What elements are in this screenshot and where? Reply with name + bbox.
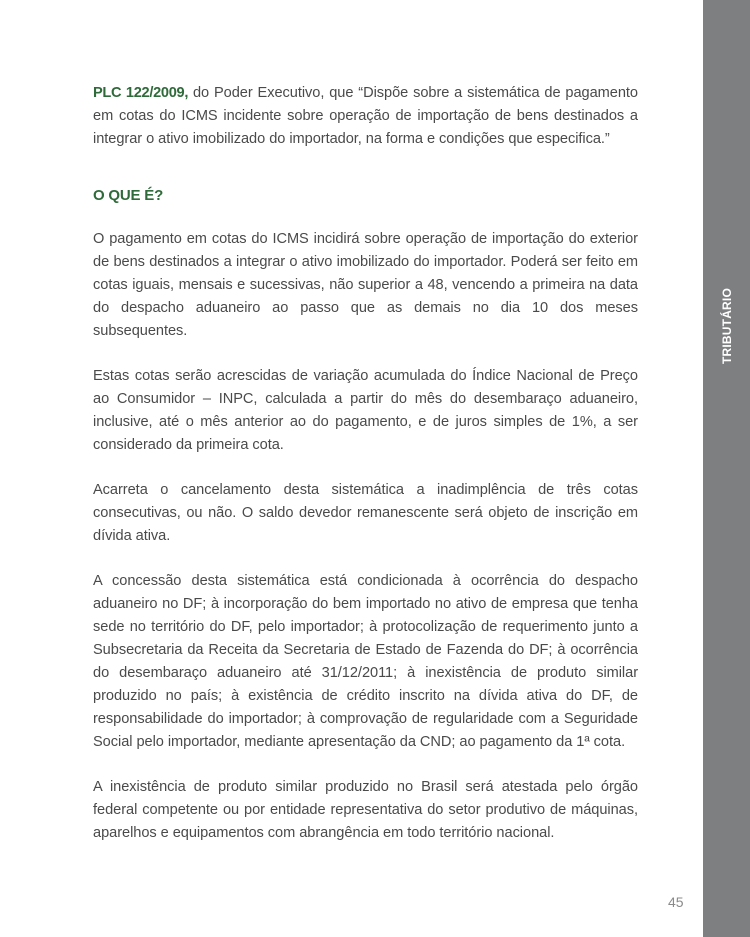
body-paragraph-2: Estas cotas serão acrescidas de variação acumulada do Índice Nacional de Preço ao Consumidor – INPC, calculada a partir do mês do desembaraço aduaneiro, inclusive, até o mês anterior ao do pagamento, e de juros simples de 1%, a ser considerado da primeira cota.: [93, 368, 638, 453]
intro-paragraph: [93, 82, 638, 151]
bill-reference: PLC 122/2009,: [93, 85, 189, 101]
body-paragraph-4: A concessão desta sistemática está condicionada à ocorrência do despacho aduaneiro no DF; à incorporação do bem importado no ativo de empresa que tenha sede no território do DF, pelo importador; à protocolização de requerimento junto a Subsecretaria da Receita da Secretaria de Estado de Fazenda do DF; à ocorrência do desembaraço aduaneiro até 31/12/2011; à inexistência de produto similar produzido no país; à existência de crédito inscrito na dívida ativa do DF, de responsabilidade do importador; à comprovação de regularidade com a Seguridade Social pelo importador, mediante apresentação da CND; ao pagamento da 1ª cota.: [93, 573, 638, 750]
page-content: [93, 82, 638, 867]
sidebar-label: TRIBUTÁRIO: [719, 288, 734, 364]
body-paragraph-5: A inexistência de produto similar produzido no Brasil será atestada pelo órgão federal competente ou por entidade representativa do setor produtivo de máquinas, aparelhos e equipamentos com abrangência em todo território nacional.: [93, 779, 638, 841]
intro-text: do Poder Executivo, que “Dispõe sobre a sistemática de pagamento em cotas do ICMS incidente sobre operação de importação de bens destinados a integrar o ativo imobilizado do importador, na forma e condições que especifica.”: [93, 85, 638, 147]
section-sidebar: [703, 0, 750, 937]
body-paragraph-1: O pagamento em cotas do ICMS incidirá sobre operação de importação do exterior de bens destinados a integrar o ativo imobilizado do importador. Poderá ser feito em cotas iguais, mensais e sucessivas, não superior a 48, vencendo a primeira na data do despacho aduaneiro ao passo que as demais no dia 10 dos meses subsequentes.: [93, 231, 638, 339]
page-number: 45: [668, 894, 684, 910]
section-heading: O QUE É?: [93, 187, 164, 204]
body-paragraph-3: Acarreta o cancelamento desta sistemática a inadimplência de três cotas consecutivas, ou não. O saldo devedor remanescente será objeto de inscrição em dívida ativa.: [93, 482, 638, 544]
